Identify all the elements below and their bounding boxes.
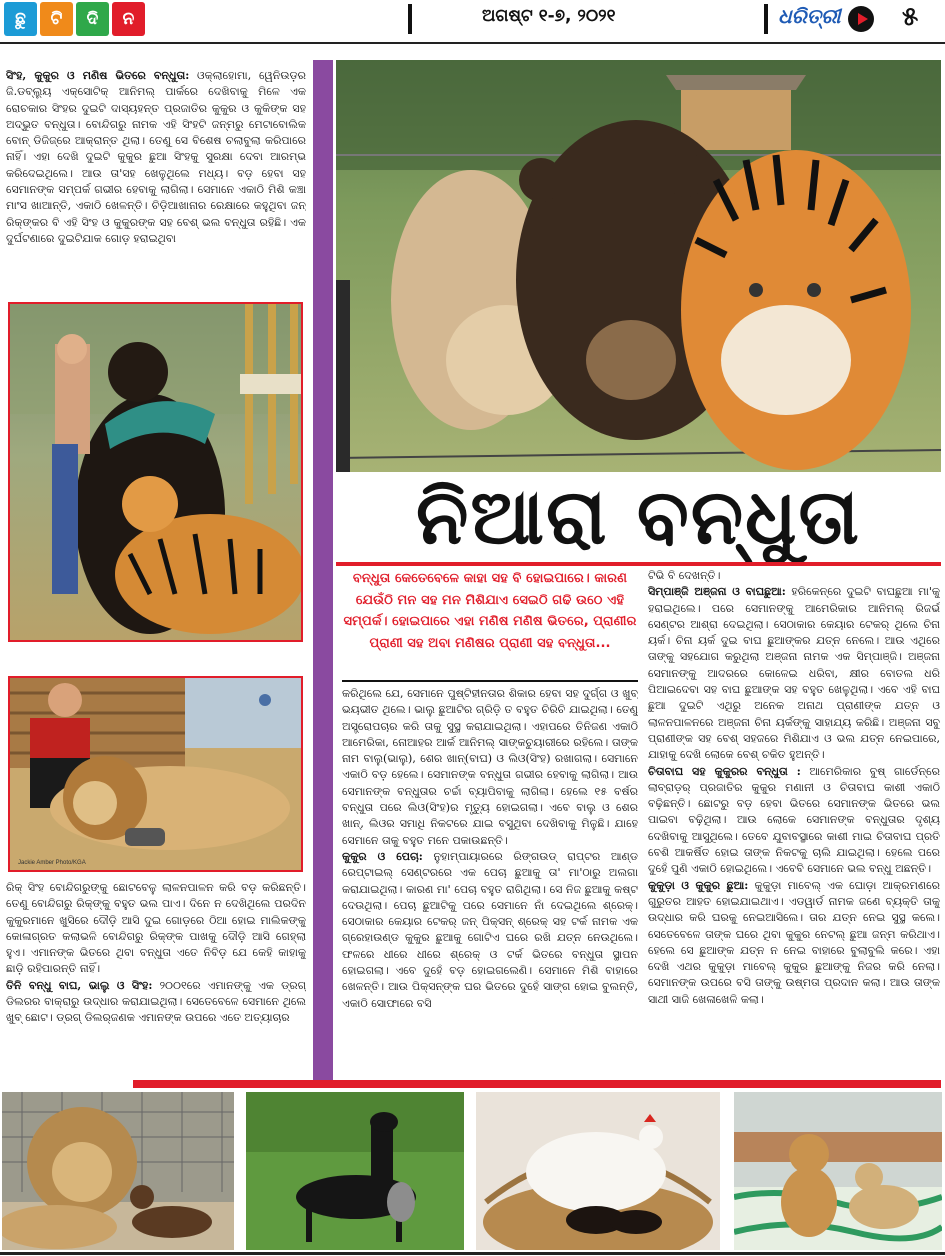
play-icon [848, 6, 874, 32]
lead-paragraph: ବନ୍ଧୁତା କେତେବେଳେ କାହା ସହ ବି ହୋଇପାରେ। କାରଣ ଯେଉଁଠି ମନ ସହ ମନ ମିଶିଯାଏ ସେଇଠି ଗଢି ଉଠେ ଏହି ସମ୍ପର୍କ। ହୋଇପାରେ ଏହା ମଣିଷ ମଣିଷ ଭିତରେ, ପ୍ରାଣୀର ପ୍ରାଣୀ ସହ ଅବା ମଣିଷର ପ୍ରାଣୀ ସହ ବନ୍ଧୁତା... [343, 571, 637, 651]
article-paragraph: କରିଥିଲେ ଯେ, ସେମାନେ ପୁଷ୍ଟିହୀନତାର ଶିକାର ହେବା ସହ ଦୁର୍ଗ୍ଗ ଓ ଖୁବ୍ ଭୟଭୀତ ଥିଲେ। ଭାଲୁ ଛୁଆଟିର ଗ୍ରିଡ଼ି ତ ବହୁତ ଚିରିଚି ଯାଇଥିଲା। ତେଣୁ ଅସ୍ତ୍ରୋପଚାର କରି ତାକୁ ସୁସ୍ଥ କରାଯାଇଥିଲା। ଏହାପରେ ତିନିଜଣ ଏକାଠି ଆମେରିକା, ନୋଆହର ଆର୍କ ଆନିମଲ୍ ସାଙ୍କଚୁୟାରୀରେ ରହିଲେ। ତାଙ୍କ ନାମ ବାଲୁ(ଭାଲୁ), ଶେର ଖାନ୍(ବାଘ) ଓ ଲିଓ(ସିଂହ) ରଖାଗଲା। ସେମାନେ ଏକାଠି ବଡ଼ ହେଲେ। ସେମାନଙ୍କ ବନ୍ଧୁତା ଗଭୀର ହେବାକୁ ଲାଗିଲା। ଆଉ ସେମାନଙ୍କ ବନ୍ଧୁତାର ଚର୍ଚ୍ଚା ବ୍ୟାପିବାକୁ ଲାଗିଲା। ହେଲେ ୧୫ ବର୍ଷର ବନ୍ଧୁତା ପରେ ଲିଓ(ସିଂହ)ର ମୃତ୍ୟୁ ହୋଇଗଲା। ଏବେ ବାଲୁ ଓ ଶେର ଖାନ୍, ଲିଓର ସମାଧି ନିକଟରେ ଯାଇ ବସୁଥିବା ଦେଖିବାକୁ ମିଳୁଛି। ଯାହେ ସେମାନେ ତାକୁ ବହୁତ ମନେ ପକାଉଛନ୍ତି। [342, 687, 638, 847]
left-column-bottom [6, 880, 306, 1080]
section-brand [4, 2, 145, 36]
brand-letter-4: ନ [112, 2, 145, 36]
section-heading: ସିମ୍ପାଞ୍ଜି ଅଞ୍ଜନା ଓ ବାଘଛୁଆ: [648, 585, 786, 599]
lead-rule [342, 680, 638, 682]
photo-bear-tiger-keeper [8, 302, 303, 642]
article-paragraph: ଓକ୍ଲାହୋମା, ୱେନିଉଡ଼ର ଜି.ଡବ୍ଲ୍ୟୁ ଏକ୍ସୋଟିକ୍ ଆନିମଲ୍ ପାର୍କରେ ଦେଖିବାକୁ ମିଳେ ଏକ ରୋଚକାର ସିଂହର ଦୁଇଟି ଦାସ୍ୟହନ୍ତ ପ୍ରଜାତିର କୁକୁର ଓ କୁକିଙ୍କ ସହ ଅଦ୍ଭୁତ ବନ୍ଧୁତା। ବୋନ୍ଦିଗରୁ ନାମକ ଏହି ସିଂହଟି ଜନ୍ମରୁ ମେଟାବୋଲିକ ବୋନ୍ ଡିଜିଜ୍‌ରେ ଆକ୍ରାନ୍ତ ଥିଲା। ତେଣୁ ସେ ବିଶେଷ ଚଲାବୁଲା କରିପାରେ ନାହିଁ। ଏହା ଦେଖି ଦୁଇଟି କୁକୁର ଛୁଆ ସିଂହକୁ ସୁରକ୍ଷା ଦେବା ଆରମ୍ଭ କରିଦେଇଥିଲେ। ଆଉ ତା'ସହ ଖେଳୁଥିଲେ ମଧ୍ୟ। ବଡ଼ ହେବା ସହ ସେମାନଙ୍କ ସମ୍ପର୍କ ଗଭୀର ହେବାକୁ ଲାଗିଲା। ସେମାନେ ଏକାଠି ମିଶି କଞ୍ଚା ମାଂସ ଖାଆନ୍ତି, ଏକାଠି ଖେଳନ୍ତି। ଚିଡ଼ିଆଖାନାର ରେକ୍ଷାରେ କହୁଥିବା ଜନ୍ ରିକ୍ଙ୍କର ବି ଏହି ସିଂହ ଓ କୁକୁରଙ୍କ ସହ ବେଶ୍ ଭଲ ବନ୍ଧୁତା ରହିଛି। ଏକ ଦୁର୍ଘଟଣାରେ ଦୁଇଟିଯାକ ଗୋଡ଼ ହରାଇଥିବା [6, 69, 306, 245]
left-column-top [6, 68, 306, 298]
article-paragraph: ନୁହାମ୍ପାୟାରରେ ରିଙ୍ଗଉଡ୍ ରାପ୍ଟର ଆଣ୍ଡ ରେପ୍ଟାଇଲ୍ ସେଣ୍ଟରରେ ଏକ ପେଚା ଛୁଆକୁ ତା' ମା'ଠାରୁ ଅଲଗା କରାଯାଇଥିଲା। କାରଣ ମା' ପେଚା ବହୁତ ରାଗିଥିଲା। ସେ ନିଜ ଛୁଆକୁ କଷ୍ଟ ଦେଉଥିଲା। ପେଚା ଛୁଆଟିକୁ ପରେ ସେମାନେ ନାଁ ଦେଇଥିଲେ ଶ୍ରେକ୍। ସେଠାକାର କେୟାର ଟେକର୍ ଜନ୍ ପିକ୍ସନ୍ ଶ୍ରେକ୍ ସହ ଟର୍କ ନାମକ ଏକ ଗ୍ରେହାଉଣ୍ଡ କୁକୁର ଛୁଆକୁ ଗୋଟିଏ ଘରେ ରଖି ଯତ୍ନ ନେଉଥିଲେ। ଫଳରେ ଧୀରେ ଧୀରେ ଶ୍ରେକ୍ ଓ ଟର୍କ ଭିତରେ ବନ୍ଧୁତା ସ୍ଥାପନ ହୋଇଗଲା। ଏବେ ଦୁହେଁ ବଡ଼ ହୋଇଗଲେଣି। ସେମାନେ ମିଶି ବାହାରେ ଖେଳନ୍ତି। ଆଉ ପିକ୍ସନ୍‌ଙ୍କ ଘର ଭିତରେ ଦୁହେଁ ସାଙ୍ଗ ହୋଇ ବୁଲନ୍ତି, ଏକାଠି ସୋଫାରେ ବସି [342, 849, 638, 1010]
middle-column [342, 686, 638, 1078]
photo-strip-bar [133, 1080, 941, 1088]
section-heading: ତିନି ବନ୍ଧୁ ବାଘ, ଭାଲୁ ଓ ସିଂହ: [6, 978, 153, 992]
photo-greyhound-owl [246, 1092, 464, 1250]
publication-logo: ଧରିତ୍ରୀ [778, 4, 841, 28]
article-paragraph: ୨୦୦୧ରେ ଏମାନଙ୍କୁ ଏକ ଡ୍ରଗ୍ ଡିଲରର ବାକ୍‌ରାରୁ ଉଦ୍ଧାର କରାଯାଇଥିଲା। ସେତେବେଳେ ସେମାନେ ଥିଲେ ଖୁବ୍ ଛୋଟ। ଡ୍ରଗ୍ ଡିଲର୍‌ଜଣକ ଏମାନଙ୍କ ଉପରେ ଏତେ ଅତ୍ୟାଚାର [6, 978, 306, 1025]
article-paragraph: ରିକ୍ ସିଂହ ବୋନ୍ଦିଗରୁଙ୍କୁ ଛୋଟବେଳୁ ଲାଳନପାଳନ କରି ବଡ଼ କରିଛନ୍ତି। ତେଣୁ ବୋନ୍ଦିଗରୁ ରିକ୍‌ଙ୍କୁ ବହୁତ ଭଲ ପାଏ। ଦିନେ ନ ଦେଖିଥିଲେ ପରଦିନ କୁକୁରମାନେ ଖୁସିରେ ଦୌଡ଼ି ଆସି ଦୁଇ ଗୋଡ଼ରେ ଠିଆ ହୋଇ ମାଲିକଙ୍କୁ କୋଳାଗ୍ରତ କଲାଭଳି ବୋନ୍ଦିଗରୁ ରିକ୍‌ଙ୍କ ପାଖକୁ ଦୌଡ଼ି ଆସି ଗେହ୍ଲା ହୁଏ। ଏମାନଙ୍କ ଭିତରେ ଥିବା ବନ୍ଧୁତା ଏତେ ନିବିଡ଼ ଯେ କେହି କାହାକୁ ଛାଡ଼ି ରହିପାରନ୍ତି ନାହିଁ। [6, 881, 306, 976]
article-paragraph: ଟିଭି ବି ଦେଖନ୍ତି। [648, 569, 721, 582]
footer-rule [0, 1252, 945, 1255]
headline-rule [336, 562, 941, 566]
section-heading: ଚିତାବାଘ ସହ କୁକୁରର ବନ୍ଧୁତା : [648, 764, 801, 778]
photo-lion-dachshund [2, 1092, 234, 1250]
section-heading: କୁକୁର ଓ ପେଚା: [342, 849, 423, 863]
issue-date: ଅଗଷ୍ଟ ୧-୭, ୨୦୨୧ [482, 6, 616, 26]
article-paragraph: ଆମେରିକାର ବୁଷ୍ ଗାର୍ଡେନ୍‌ରେ ଲାବ୍ରାଡ଼ର୍ ପ୍ରଜାତିର କୁକୁର ମଣାନୀ ଓ ଚିତାବାଘ କାଶୀ ଏକାଠି ବଢ଼ିଛନ୍ତି। ଛୋଟରୁ ବଡ଼ ହେବା ଭିତରେ ସେମାନଙ୍କ ଭିତରେ ଭଲ ପାଇବା ବଢ଼ିଥିଲା। ଆଉ ଲୋକେ ସେମାନଙ୍କ ବନ୍ଧୁତାର ଦୃଶ୍ୟ ଦେଖିବାକୁ ଆସୁଥିଲେ। ତେବେ ଯୁବାବସ୍ଥାରେ କାଶୀ ମାଇ ଚିତାବାଘ ପ୍ରତି ବେଶି ଆକର୍ଷିତ ହୋଇ ତାଙ୍କ ନିକଟକୁ ଚାଲି ଯାଇଥିଲା। ହେଲେ ପରେ ଦୁହେଁ ପୁଣି ଏକାଠି ହୋଇଥିଲେ। ଏବେବି ସେମାନେ ଭଲ ବନ୍ଧୁ ଅଛନ୍ତି। [648, 764, 940, 876]
section-heading: ସିଂହ, କୁକୁର ଓ ମଣିଷ ଭିତରେ ବନ୍ଧୁତା: [6, 69, 190, 82]
photo-lion-keeper [8, 676, 303, 872]
photo-puppy-cheetah [734, 1092, 942, 1250]
right-column [648, 568, 940, 1032]
photo-hen-puppies [476, 1092, 720, 1250]
column-divider [313, 60, 333, 1088]
photo-credit: Jackie Amber Photo/KGA [18, 860, 86, 866]
article-paragraph: କୁକୁଡ଼ା ମାବେଲ୍ ଏକ ଘୋଡ଼ା ଆକ୍ରମଣରେ ଗୁରୁତର ଆହତ ହୋଇଯାଇଥାଏ। ଏଡୱାର୍ଡ ନାମକ ଜଣେ ବ୍ୟକ୍ତି ତାକୁ ଉଦ୍ଧାର କରି ଘରକୁ ନେଇଆସିଲେ। ତାର ଯତ୍ନ ନେଇ ସୁସ୍ଥ କଲେ। ସେତେବେଳେ ତାଙ୍କ ଘରେ ଥିବା କୁକୁର ନେଟଲ୍ ଛୁଆ ଜନ୍ମ କରିଥାଏ। ହେଲେ ସେ ଛୁଆଙ୍କ ଯତ୍ନ ନ ନେଇ ବାହାରେ ବୁଲାବୁଲି କରେ। ଏହା ଦେଖି ଏଥର କୁକୁଡ଼ା ମାବେଲ୍ କୁକୁର ଛୁଆଙ୍କୁ ନିଜର କରି ନେଲା। ସେମାନଙ୍କ ଉପରେ ବସି ତାଙ୍କୁ ଉଷ୍ମତା ପ୍ରଦାନ କଲା। ଆଉ ତାଙ୍କ ସାଥୀ ସାଜି ଖେଳାଖେଳି କଲା। [648, 878, 940, 1006]
page-headline: ନିଆରା ବନ୍ଧୁତା [416, 472, 861, 561]
header-rule [0, 42, 945, 44]
brand-letter-2: ଟି [40, 2, 73, 36]
article-paragraph: ହରିକେନ୍‌ରେ ଦୁଇଟି ବାଘଛୁଆ ମା'କୁ ହରାଇଥିଲେ। ପରେ ସେମାନଙ୍କୁ ଆମେରିକାର ଆନିମଲ୍ ରିଜର୍ଭ ସେଣ୍ଟର ଆଶ୍ରା ଦେଇଥିଲା। ସେଠାକାର କେୟାର ଟେକର୍ ଥିଲେ ଚିନା ୟର୍କ। ଚିନା ୟର୍କ ଦୁଇ ବାଘ ଛୁଆଙ୍କର ଯତ୍ନ ନେଲେ। ଆଉ ଏଥିରେ ତାଙ୍କୁ ସହଯୋଗ କରୁଥିଲା ଅଞ୍ଜନା ନାମକ ଏକ ସିମ୍ପାଞ୍ଜି। ଅଞ୍ଜନା ସେମାନଙ୍କୁ ଆଦରରେ କୋଳେଇ ଧରିବା, କ୍ଷୀର ବୋତଲ ଧରି ପିଆଇଦେବା ସହ ବାଘ ଛୁଆଙ୍କ ସହ ବହୁତ ଖେଳୁଥିଲା। ଏବେ ଏହି ବାଘ ଛୁଆ ଦୁଇଟି ଏଥିରୁ ଅନେକ ଅନାଥ ପ୍ରାଣୀଙ୍କ ଯତ୍ନ ଓ ଲାଳନପାଳନରେ ଅଞ୍ଜନା ଚିନା ୟର୍କଙ୍କୁ ସାହାଯ୍ୟ କରିଛି। ଅଞ୍ଜନା ସବୁ ପ୍ରାଣୀଙ୍କ ସହ ବେଶ୍ ସହଜରେ ମିଶିଯାଏ ଓ ଭଲ ଯତ୍ନ ନେଇପାରେ, ଯାହାକୁ ଦେଖି ଲୋକେ ବେଶ୍ ଚକିତ ହୁଅନ୍ତି। [648, 585, 940, 762]
page-number: ୫ [902, 2, 919, 32]
brand-letter-1: ଛୁ [4, 2, 37, 36]
header-divider [764, 4, 768, 34]
section-heading: କୁକୁଡ଼ା ଓ କୁକୁର ଛୁଆ: [648, 878, 749, 892]
brand-letter-3: ଦି [76, 2, 109, 36]
header-divider [408, 4, 412, 34]
photo-lion-bear-tiger [336, 60, 941, 472]
